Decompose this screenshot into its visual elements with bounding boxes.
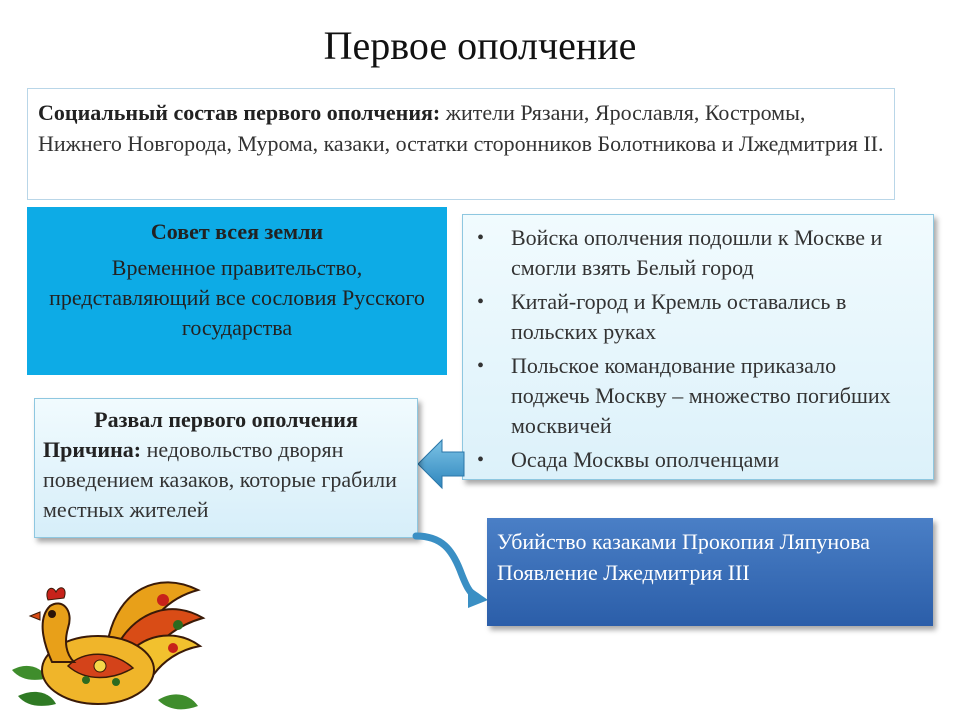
social-composition-box: [27, 88, 895, 200]
council-description: Временное правительство, представляющий все сословия Русского государства: [49, 255, 425, 340]
collapse-heading: Развал первого ополчения: [94, 407, 358, 432]
social-composition-text: жители Рязани, Ярославля, Костромы, Нижнего Новгорода, Мурома, казаки, остатки сторонников Болотникова и Лжедмитрия II.: [38, 100, 884, 156]
event-text: Войска ополчения подошли к Москве и смогли взять Белый город: [511, 225, 883, 280]
event-text: Польское командование приказало поджечь Москву – множество погибших москвичей: [511, 353, 891, 438]
reason-label: Причина:: [43, 437, 142, 462]
list-item: [477, 445, 919, 475]
left-arrow-icon: [416, 437, 466, 491]
bullet: •: [477, 227, 485, 249]
council-box: [27, 207, 447, 375]
list-item: [477, 287, 919, 347]
collapse-reason: [43, 435, 409, 525]
list-item: [477, 223, 919, 283]
events-box: [462, 214, 934, 480]
events-list: [477, 223, 919, 475]
bullet: •: [477, 355, 485, 377]
collapse-box: [34, 398, 418, 538]
event-text: Осада Москвы ополченцами: [511, 447, 780, 472]
slide-title: Первое ополчение: [323, 23, 637, 68]
event-text: Китай-город и Кремль оставались в польских руках: [511, 289, 847, 344]
list-item: [477, 351, 919, 441]
bullet: •: [477, 291, 485, 313]
murder-box: [487, 518, 933, 626]
social-composition-label: Социальный состав первого ополчения:: [38, 100, 441, 125]
bullet: •: [477, 449, 485, 471]
council-heading: Совет всея земли: [150, 219, 324, 244]
murder-line-1: Убийство казаками Прокопия Ляпунова: [497, 529, 871, 554]
murder-line-2: Появление Лжедмитрия III: [497, 560, 750, 585]
decorative-firebird-icon: [8, 570, 208, 715]
reason-text: недовольство дворян поведением казаков, которые грабили местных жителей: [43, 437, 397, 522]
curved-arrow-icon: [412, 530, 492, 610]
